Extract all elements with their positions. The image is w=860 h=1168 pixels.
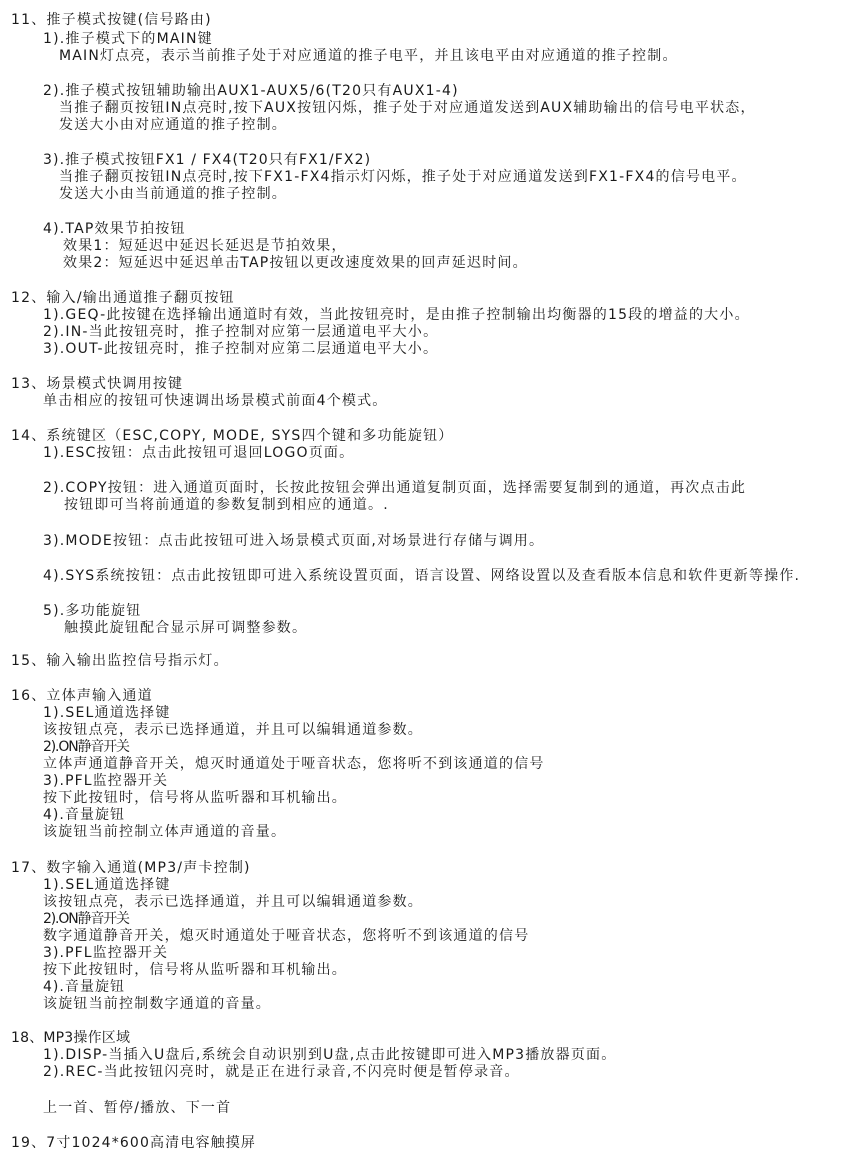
text-line: 2).IN-当此按钮亮时，推子控制对应第一层通道电平大小。 bbox=[43, 324, 439, 340]
text-line: 18、MP3操作区域 bbox=[11, 1030, 131, 1046]
text-line: 15、输入输出监控信号指示灯。 bbox=[11, 653, 229, 669]
text-line: 2).推子模式按钮辅助输出AUX1-AUX5/6(T20只有AUX1-4) bbox=[43, 83, 459, 99]
text-line: 当推子翻页按钮IN点亮时,按下AUX按钮闪烁，推子处于对应通道发送到AUX辅助输出的信号电平状态， bbox=[59, 100, 756, 116]
text-line: 1).ESC按钮：点击此按钮可退回LOGO页面。 bbox=[43, 445, 355, 461]
text-line: 16、立体声输入通道 bbox=[11, 688, 153, 704]
text-line: 该旋钮当前控制立体声通道的音量。 bbox=[43, 824, 287, 840]
text-line: 5).多功能旋钮 bbox=[43, 603, 142, 619]
text-line: 数字通道静音开关，熄灭时通道处于哑音状态，您将听不到该通道的信号 bbox=[43, 928, 530, 944]
text-line: MAIN灯点亮，表示当前推子处于对应通道的推子电平，并且该电平由对应通道的推子控制。 bbox=[59, 48, 678, 64]
text-line: 2).COPY按钮：进入通道页面时，长按此按钮会弹出通道复制页面，选择需要复制到的通道，再次点击此 bbox=[43, 480, 747, 496]
text-line: 3).MODE按钮：点击此按钮可进入场景模式页面,对场景进行存储与调用。 bbox=[43, 533, 545, 549]
text-line: 3).OUT-此按钮亮时，推子控制对应第二层通道电平大小。 bbox=[43, 341, 439, 357]
text-line: 效果2：短延迟中延迟单击TAP按钮以更改速度效果的回声延迟时间。 bbox=[63, 255, 528, 271]
text-line: 2).REC-当此按钮闪亮时，就是正在进行录音,不闪亮时便是暂停录音。 bbox=[43, 1064, 520, 1080]
text-line: 3).推子模式按钮FX1 / FX4(T20只有FX1/FX2) bbox=[43, 152, 372, 168]
text-line: 11、推子模式按键(信号路由) bbox=[11, 12, 212, 28]
text-line: 按下此按钮时，信号将从监听器和耳机输出。 bbox=[43, 962, 347, 978]
text-line: 1).推子模式下的MAIN键 bbox=[43, 31, 213, 47]
text-line: 立体声通道静音开关，熄灭时通道处于哑音状态，您将听不到该通道的信号 bbox=[43, 756, 545, 772]
text-line: 3).PFL监控器开关 bbox=[43, 773, 169, 789]
text-line: 1).GEQ-此按键在选择输出通道时有效，当此按钮亮时，是由推子控制输出均衡器的15段的增益的大小。 bbox=[43, 307, 750, 323]
text-line: 该旋钮当前控制数字通道的音量。 bbox=[43, 996, 271, 1012]
text-line: 按下此按钮时，信号将从监听器和耳机输出。 bbox=[43, 790, 347, 806]
text-line: 19、7寸1024*600高清电容触摸屏 bbox=[11, 1135, 257, 1151]
text-line: 发送大小由对应通道的推子控制。 bbox=[59, 117, 287, 133]
text-line: 3).PFL监控器开关 bbox=[43, 945, 169, 961]
text-line: 发送大小由当前通道的推子控制。 bbox=[59, 186, 287, 202]
text-line: 4).SYS系统按钮：点击此按钮即可进入系统设置页面，语言设置、网络设置以及查看版本信息和软件更新等操作. bbox=[43, 568, 801, 584]
text-line: 4).音量旋钮 bbox=[43, 979, 126, 995]
text-line: 14、系统键区（ESC,COPY, MODE, SYS四个键和多功能旋钮） bbox=[11, 428, 454, 444]
text-line: 1).SEL通道选择键 bbox=[43, 705, 171, 721]
text-line: 1).DISP-当插入U盘后,系统会自动识别到U盘,点击此按键即可进入MP3播放器页面。 bbox=[43, 1047, 617, 1063]
text-line: 按钮即可当将前通道的参数复制到相应的通道。. bbox=[64, 497, 389, 513]
text-line: 该按钮点亮，表示已选择通道，并且可以编辑通道参数。 bbox=[43, 722, 423, 738]
text-line: 4).TAP效果节拍按钮 bbox=[43, 221, 186, 237]
text-line: 12、输入/输出通道推子翻页按钮 bbox=[11, 290, 235, 306]
text-line: 触摸此旋钮配合显示屏可调整参数。 bbox=[64, 620, 308, 636]
text-line: 4).音量旋钮 bbox=[43, 807, 126, 823]
text-line: 该按钮点亮，表示已选择通道，并且可以编辑通道参数。 bbox=[43, 894, 423, 910]
text-line: 17、数字输入通道(MP3/声卡控制) bbox=[11, 860, 251, 876]
text-line: 13、场景模式快调用按键 bbox=[11, 376, 184, 392]
text-line: 当推子翻页按钮IN点亮时,按下FX1-FX4指示灯闪烁，推子处于对应通道发送到FX1-FX4的信号电平。 bbox=[59, 169, 747, 185]
text-line: 2).ON静音开关 bbox=[43, 911, 129, 927]
text-line: 1).SEL通道选择键 bbox=[43, 877, 171, 893]
text-line: 单击相应的按钮可快速调出场景模式前面4个模式。 bbox=[43, 393, 388, 409]
text-line: 上一首、暂停/播放、下一首 bbox=[43, 1100, 232, 1116]
text-line: 效果1：短延迟中延迟长延迟是节拍效果， bbox=[63, 238, 347, 254]
text-line: 2).ON静音开关 bbox=[43, 739, 129, 755]
